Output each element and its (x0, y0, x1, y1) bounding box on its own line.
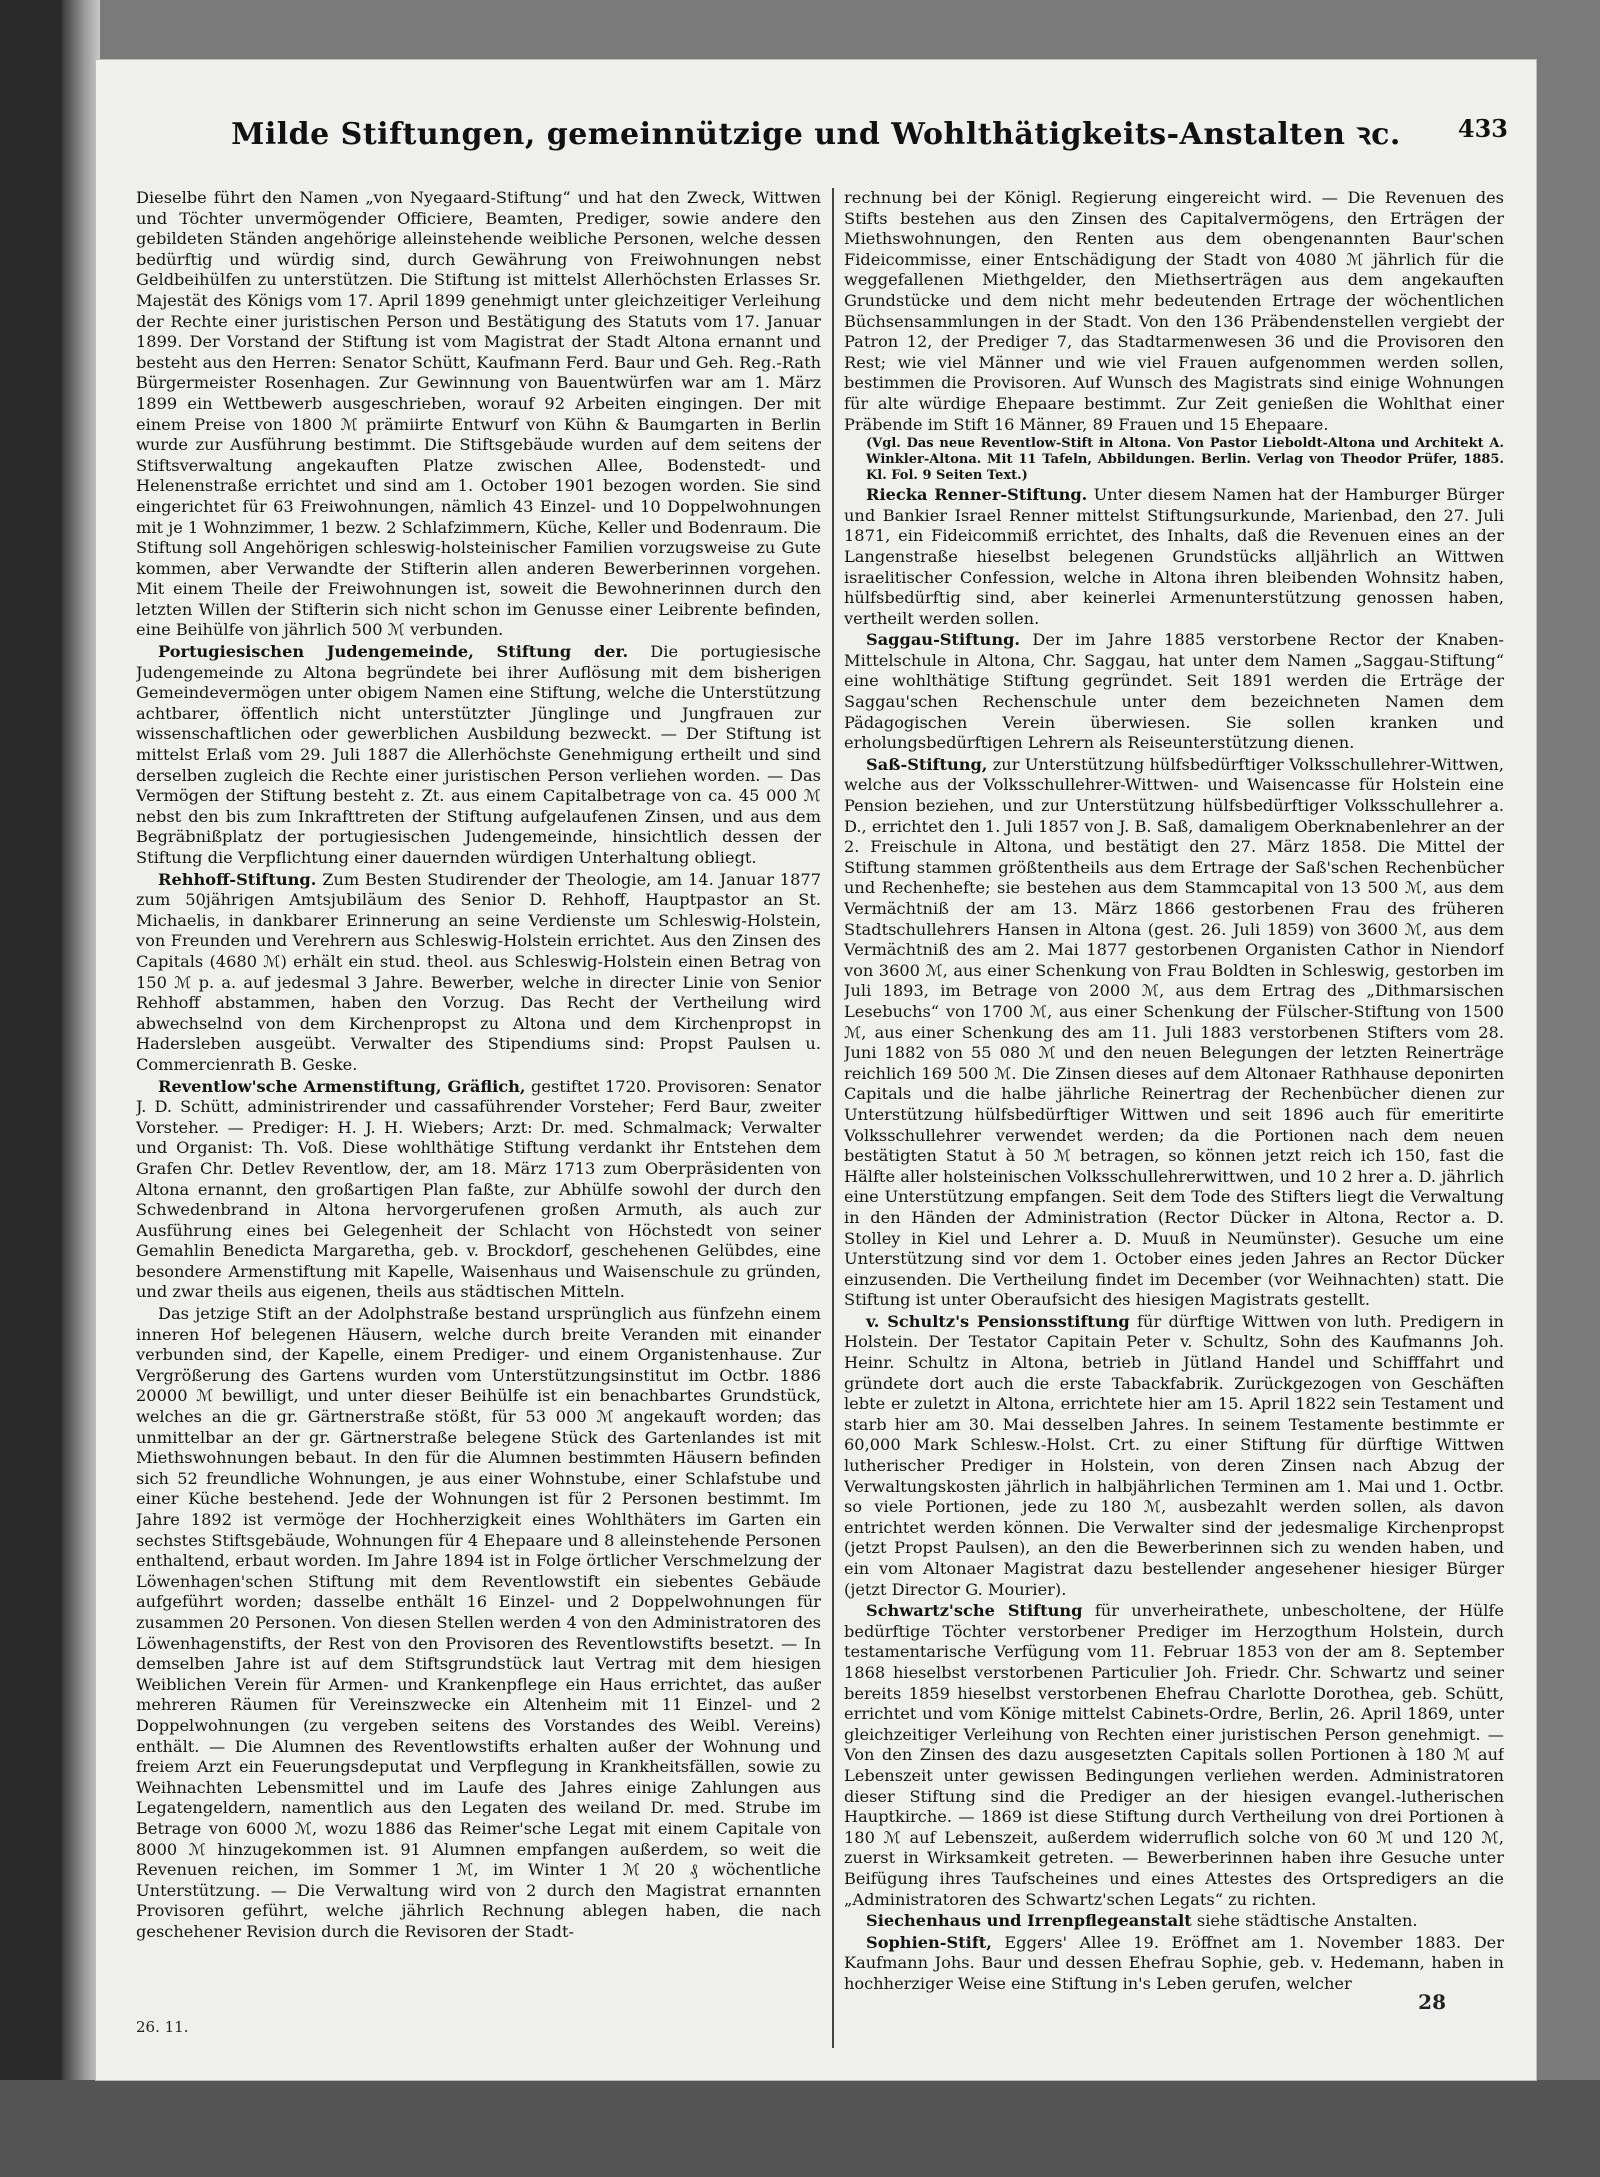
entry-heading: Riecka Renner-Stiftung. (866, 485, 1088, 505)
paragraph (844, 1601, 1504, 1910)
entry-heading: Portugiesischen Judengemeinde, Stiftung der. (158, 642, 629, 662)
paragraph-text: Der im Jahre 1885 verstorbene Rector der Knaben-Mittelschule in Altona, Chr. Saggau, hat unter dem Namen „Saggau-Stiftung“ eine wohlthätige Stiftung gegründet. Seit 1891 werden die Erträge der Saggau'schen Rechenschule unter dem bezeichneten Namen dem Pädagogischen Verein überwiesen. Sie sollen kranken und erholungsbedürftigen Lehrern als Reiseunterstützung dienen. (844, 630, 1504, 753)
entry-heading: Reventlow'sche Armenstiftung, Gräflich, (158, 1076, 526, 1096)
page-number: 433 (1457, 114, 1508, 143)
entry-heading: Schwartz'sche Stiftung (866, 1601, 1083, 1621)
paragraph (136, 1304, 821, 1942)
paragraph-text: Das jetzige Stift an der Adolphstraße bestand ursprünglich aus fünfzehn einem inneren Hof belegenen Häusern, welche durch breite Veranden mit einander verbunden sind, der Kapelle, einem Prediger- und einem Organistenhause. Zur Vergrößerung des Gartens wurden vom Unterstützungsinstitut im Octbr. 1886 20000 ℳ bewilligt, und unter dieser Beihülfe ist ein benachbartes Grundstück, welches an die gr. Gärtnerstraße stößt, für 53 000 ℳ angekauft worden; das unmittelbar an der gr. Gärtnerstraße belegene Stück des Gartenlandes ist mit Miethswohnungen bebaut. In den für die Alumnen bestimmten Häusern befinden sich 52 freundliche Wohnungen, je aus einer Wohnstube, einer Schlafstube und einer Küche bestehend. Jede der Wohnungen ist für 2 Personen bestimmt. Im Jahre 1892 ist vermöge der Hochherzigkeit eines Wohlthäters im Garten ein sechstes Stiftsgebäude, Wohnungen für 4 Ehepaare und 8 alleinstehende Personen enthaltend, erbaut worden. Im Jahre 1894 ist in Folge örtlicher Verschmelzung der Löwenhagen'schen Stiftung mit dem Reventlowstift ein siebentes Gebäude aufgeführt worden; dasselbe enthält 16 Einzel- und 2 Doppelwohnungen für zusammen 20 Personen. Von diesen Stellen werden 4 von den Administratoren des Löwenhagenstifts, der Rest von den Provisoren des Reventlowstifts besetzt. — In demselben Jahre ist auf dem Stiftsgrundstück laut Vertrag mit dem hiesigen Weiblichen Verein für Armen- und Krankenpflege ein Haus errichtet, das außer mehreren Räumen für Vereinszwecke ein Altenheim mit 11 Einzel- und 2 Doppelwohnungen (zu vergeben seitens des Vorstandes des Weibl. Vereins) enthält. — Die Alumnen des Reventlowstifts erhalten außer der Wohnung und freiem Arzt ein Feuerungsdeputat und Verpflegung in Krankheitsfällen, sowie zu Weihnachten Lebensmittel und im Laufe des Jahres einige Zahlungen aus Legatengeldern, namentlich aus den Legaten des weiland Dr. med. Strube im Betrage von 6000 ℳ, wozu 1886 das Reimer'sche Legat mit einem Capitale von 8000 ℳ hinzugekommen ist. 91 Alumnen empfangen außerdem, so weit die Revenuen reichen, im Sommer 1 ℳ, im Winter 1 ℳ 20 ₰ wöchentliche Unterstützung. — Die Verwaltung wird von 2 durch den Magistrat ernannten Provisoren geführt, welche jährlich Rechnung ablegen haben, die nach geschehener Revision durch die Revisoren der Stadt- (136, 1304, 821, 1941)
scan-binding-edge (62, 0, 100, 2177)
paragraph-text: gestiftet 1720. Provisoren: Senator J. D. Schütt, administrirender und cassaführender Vorsteher; Ferd Baur, zweiter Vorsteher. — Prediger: H. J. H. Wiebers; Arzt: Dr. med. Schmalmack; Verwalter und Organist: Th. Voß. Diese wohlthätige Stiftung verdankt ihr Entstehen dem Grafen Chr. Detlev Reventlow, der, am 18. März 1713 zum Oberpräsidenten von Altona ernannt, den großartigen Plan faßte, zur Abhülfe sowohl der durch den Schwedenbrand in Altona hervorgerufenen großen Armuth, als auch zur Ausführung eines bei Gelegenheit der Schlacht von Höchstedt von seiner Gemahlin Benedicta Margaretha, geb. v. Brockdorf, geschehenen Gelübdes, eine besondere Armenstiftung mit Kapelle, Waisenhaus und Waisenschule zu gründen, und zwar theils aus eigenen, theils aus städtischen Mitteln. (136, 1076, 821, 1302)
paragraph (844, 630, 1504, 754)
right-column (844, 188, 1504, 2048)
paragraph (136, 870, 821, 1076)
paragraph (136, 642, 821, 869)
paragraph (844, 755, 1504, 1311)
entry-heading: Saß-Stiftung, (866, 754, 988, 774)
paragraph-text: für dürftige Wittwen von luth. Predigern in Holstein. Der Testator Capitain Peter v. Schultz, Sohn des Kaufmanns Joh. Heinr. Schultz in Altona, betrieb in Jütland Handel und Schifffahrt und gründete dort auch die erste Tabackfabrik. Zurückgezogen von Geschäften lebte er zuletzt in Altona, errichtete hier am 15. April 1822 sein Testament und starb hier am 30. Mai desselben Jahres. In seinem Testamente bestimmte er 60,000 Mark Schlesw.-Holst. Crt. zu einer Stiftung für dürftige Wittwen lutherischer Prediger in Holstein, von deren Zinsen nach Abzug der Verwaltungskosten jährlich in halbjährlichen Terminen am 1. Mai und 1. Octbr. so viele Portionen, jede zu 180 ℳ, ausbezahlt werden sollen, als davon entrichtet werden können. Die Verwalter sind der jedesmalige Kirchenpropst (jetzt Propst Paulsen), an den die Bewerberinnen sich zu wenden haben, und ein vom Altonaer Magistrat dazu bestellender angesehener hiesiger Bürger (jetzt Director G. Mourier). (844, 1311, 1504, 1599)
paragraph-text: siehe städtische Anstalten. (1191, 1911, 1418, 1931)
entry-heading: Saggau-Stiftung. (866, 630, 1021, 650)
scan-dark-edge (0, 0, 62, 2177)
paragraph-text: Zum Besten Studirender der Theologie, am 14. Januar 1877 zum 50jährigen Amtsjubiläum des Senior D. Rehhoff, Hauptpastor an St. Michaelis, in dankbarer Erinnerung an seine Verdienste um Schleswig-Holstein, von Freunden und Verehrern aus Schleswig-Holstein errichtet. Aus den Zinsen des Capitals (4680 ℳ) erhält ein stud. theol. aus Schleswig-Holstein einen Betrag von 150 ℳ p. a. auf jedesmal 3 Jahre. Bewerber, welche in directer Linie von Senior Rehhoff abstammen, haben den Vorzug. Das Recht der Vertheilung wird abwechselnd von dem Kirchenpropst zu Altona und dem Kirchenpropst in Hadersleben ausgeübt. Verwalter des Stipendiums sind: Propst Paulsen u. Commercienrath B. Geske. (136, 869, 821, 1074)
paragraph (844, 1911, 1504, 1932)
sheet-number: 28 (1418, 1990, 1446, 2014)
paragraph (844, 188, 1504, 435)
paragraph (136, 188, 821, 641)
entry-heading: Siechenhaus und Irrenpflegeanstalt (866, 1911, 1192, 1931)
document-page (96, 60, 1536, 2080)
entry-heading: v. Schultz's Pensionsstiftung (866, 1311, 1130, 1331)
scan-bottom-edge (0, 2080, 1600, 2177)
entry-heading: Rehhoff-Stiftung. (158, 869, 317, 889)
paragraph (844, 1933, 1504, 1995)
left-column (136, 188, 821, 2048)
paragraph-text: für unverheirathete, unbescholtene, der Hülfe bedürftige Töchter verstorbener Prediger im Herzogthum Holstein, durch testamentarische Verfügung vom 11. Februar 1853 von der am 8. September 1868 hieselbst verstorbenen Particulier Joh. Friedr. Chr. Schwartz und seiner bereits 1859 hieselbst verstorbenen Ehefrau Charlotte Dorothea, geb. Schütt, errichtet und vom Könige mittelst Cabinets-Ordre, Berlin, 26. April 1869, unter gleichzeitiger Verleihung von Rechten einer juristischen Person genehmigt. — Von den Zinsen des dazu ausgesetzten Capitals sollen Portionen à 180 ℳ auf Lebenszeit unter gewissen Bedingungen verliehen werden. Administratoren dieser Stiftung sind die Prediger an der hiesigen evangel.-lutherischen Hauptkirche. — 1869 ist diese Stiftung durch Vertheilung von drei Portionen à 180 ℳ auf Lebenszeit, außerdem widerruflich solche von 60 ℳ und 120 ℳ, zuerst in Wirksamkeit getreten. — Bewerberinnen haben ihre Gesuche unter Beifügung ihres Taufscheines und eines Attestes des Ortspredigers an die „Administratoren des Schwartz'schen Legats“ zu richten. (844, 1601, 1504, 1909)
printer-signature: 26. 11. (136, 2018, 189, 2036)
paragraph-text: Unter diesem Namen hat der Hamburger Bürger und Bankier Israel Renner mittelst Stiftungsurkunde, Marienbad, den 27. Juli 1871, ein Fideicommiß errichtet, des Inhalts, daß die Revenuen eines an der Langenstraße hieselbst belegenen Grundstücks alljährlich an Wittwen israelitischer Confession, welche in Altona ihren bleibenden Wohnsitz haben, hülfsbedürftig sind, aber keinerlei Armenunterstützung genossen haben, vertheilt werden sollen. (844, 485, 1504, 628)
paragraph-text: rechnung bei der Königl. Regierung eingereicht wird. — Die Revenuen des Stifts bestehen aus den Zinsen des Capitalvermögens, den Erträgen der Miethswohnungen, den Renten aus dem obengenannten Baur'schen Fideicommisse, einer Entschädigung der Stadt von 4080 ℳ jährlich für die weggefallenen Miethgelder, den Miethserträgen aus dem angekauften Grundstücke und dem nicht mehr bedeutenden Ertrage der wöchentlichen Büchsensammlungen in der Stadt. Von den 136 Präbendenstellen vergiebt der Patron 12, der Prediger 7, das Stadtarmenwesen 36 und die Provisoren den Rest; wie viel Männer und wie viel Frauen aufgenommen werden sollen, bestimmen die Provisoren. Auf Wunsch des Magistrats sind einige Wohnungen für alte würdige Ehepaare bestimmt. Zur Zeit genießen die Wohlthat einer Präbende im Stift 16 Männer, 89 Frauen und 15 Ehepaare. (844, 188, 1504, 434)
entry-heading: Sophien-Stift, (866, 1932, 992, 1952)
paragraph (844, 1312, 1504, 1600)
paragraph (844, 485, 1504, 629)
paragraph-text: Eggers' Allee 19. Eröffnet am 1. November 1883. Der Kaufmann Johs. Baur und dessen Ehefrau Sophie, geb. v. Hedemann, haben in hochherziger Weise eine Stiftung in's Leben gerufen, welcher (844, 1932, 1504, 1993)
paragraph-text: Die portugiesische Judengemeinde zu Altona begründete bei ihrer Auflösung mit dem bisherigen Gemeindevermögen unter obigem Namen eine Stiftung, welche die Unterstützung achtbarer, öffentlich nicht unterstützter Jünglinge und Jungfrauen zur wissenschaftlichen oder gewerblichen Ausbildung bezweckt. — Der Stiftung ist mittelst Erlaß vom 29. Juli 1887 die Allerhöchste Genehmigung ertheilt und sind derselben zugleich die Rechte einer juristischen Person verliehen worden. — Das Vermögen der Stiftung besteht z. Zt. aus einem Capitalbetrage von ca. 45 000 ℳ nebst den bis zum Inkrafttreten der Stiftung aufgelaufenen Zinsen, und aus dem Begräbnißplatz der portugiesischen Judengemeinde, hinsichtlich dessen der Stiftung die Verpflichtung einer dauernden würdigen Unterhaltung obliegt. (136, 642, 821, 867)
paragraph-text: (Vgl. Das neue Reventlow-Stift in Altona. Von Pastor Lieboldt-Altona und Architekt A. Winkler-Altona. Mit 11 Tafeln, Abbildungen. Berlin. Verlag von Theodor Prüfer, 1885. Kl. Fol. 9 Seiten Text.) (866, 436, 1504, 484)
paragraph (136, 1077, 821, 1304)
column-divider (832, 188, 834, 2048)
paragraph (844, 436, 1504, 484)
paragraph-text: zur Unterstützung hülfsbedürftiger Volksschullehrer-Wittwen, welche aus der Volksschullehrer-Wittwen- und Waisencasse für Holstein eine Pension beziehen, und zur Unterstützung hülfsbedürftiger Volksschullehrer a. D., errichtet den 1. Juli 1857 von J. B. Saß, damaligem Oberknabenlehrer an der 2. Freischule in Altona, und bestätigt den 27. März 1858. Die Mittel der Stiftung stammen größtentheils aus dem Ertrage der Saß'schen Rechenbücher und Rechenhefte; sie bestehen aus dem Stammcapital von 13 500 ℳ, aus dem Vermächtniß der am 13. März 1866 gestorbenen Frau des früheren Stadtschullehrers Hansen in Altona (gest. 26. Juli 1859) von 3600 ℳ, aus dem Vermächtniß des am 2. Mai 1877 gestorbenen Organisten Cathor in Niendorf von 3600 ℳ, aus einer Schenkung von Frau Boldten in Schleswig, gestorben im Juli 1893, im Betrage von 2000 ℳ, aus dem Ertrag des „Dithmarsischen Lesebuchs“ von 1700 ℳ, aus einer Schenkung der Fülscher-Stiftung von 1500 ℳ, aus einer Schenkung des am 11. Juli 1883 verstorbenen Stifters vom 28. Juni 1882 von 55 080 ℳ und den neuen Belegungen der letzten Reinerträge reichlich 169 500 ℳ. Die Zinsen dieses auf dem Altonaer Rathhause deponirten Capitals und die halbe jährliche Reinertrag der Rechenbücher dienen zur Unterstützung hülfsbedürftiger Wittwen und seit 1896 auch für emeritirte Volksschullehrer verwendet werden; da die Portionen nach dem neuen bestätigten Statut à 50 ℳ betragen, so können jetzt reich ich 150, fast die Hälfte aller holsteinischen Volksschullehrerwittwen, und 10 2 hrer a. D. jährlich eine Unterstützung empfangen. Seit dem Tode des Stifters liegt die Verwaltung in den Händen der Administration (Rector Dücker in Altona, Rector a. D. Stolley in Kiel und Lehrer a. D. Muuß in Neumünster). Gesuche um eine Unterstützung sind vor dem 1. October eines jeden Jahres an Rector Dücker einzusenden. Die Vertheilung findet im December (vor Weihnachten) statt. Die Stiftung ist unter Oberaufsicht des hiesigen Magistrats gestellt. (844, 754, 1504, 1310)
paragraph-text: Dieselbe führt den Namen „von Nyegaard-Stiftung“ und hat den Zweck, Wittwen und Töchter unvermögender Officiere, Beamten, Prediger, sowie andere den gebildeten Ständen angehörige alleinstehende weibliche Personen, welche dessen bedürftig und würdig sind, durch Gewährung von Freiwohnungen nebst Geldbeihülfen zu unterstützen. Die Stiftung ist mittelst Allerhöchsten Erlasses Sr. Majestät des Königs vom 17. April 1899 genehmigt unter gleichzeitiger Verleihung der Rechte einer juristischen Person und Bestätigung des Statuts vom 17. Januar 1899. Der Vorstand der Stiftung ist vom Magistrat der Stadt Altona ernannt und besteht aus den Herren: Senator Schütt, Kaufmann Ferd. Baur und Geh. Reg.-Rath Bürgermeister Rosenhagen. Zur Gewinnung von Bauentwürfen war am 1. März 1899 ein Wettbewerb ausgeschrieben, worauf 92 Arbeiten eingingen. Der mit einem Preise von 1800 ℳ prämiirte Entwurf von Kühn & Baumgarten in Berlin wurde zur Ausführung bestimmt. Die Stiftsgebäude wurden auf dem seitens der Stiftsverwaltung angekauften Platze zwischen Allee, Bodenstedt- und Helenenstraße errichtet und sind am 1. October 1901 bezogen worden. Sie sind eingerichtet für 63 Freiwohnungen, nämlich 43 Einzel- und 10 Doppelwohnungen mit je 1 Wohnzimmer, 1 bezw. 2 Schlafzimmern, Küche, Keller und Bodenraum. Die Stiftung soll Angehörigen schleswig-holsteinischer Familien vorzugsweise zu Gute kommen, aber Verwandte der Stifterin allen anderen Bewerberinnen vorgehen. Mit einem Theile der Freiwohnungen ist, soweit die Bewohnerinnen durch den letzten Willen der Stifterin sich nicht schon im Genusse einer Leibrente befinden, eine Beihülfe von jährlich 500 ℳ verbunden. (136, 188, 821, 640)
page-header-title: Milde Stiftungen, gemeinnützige und Wohlthätigkeits-Anstalten ꝛc. (231, 117, 1401, 152)
